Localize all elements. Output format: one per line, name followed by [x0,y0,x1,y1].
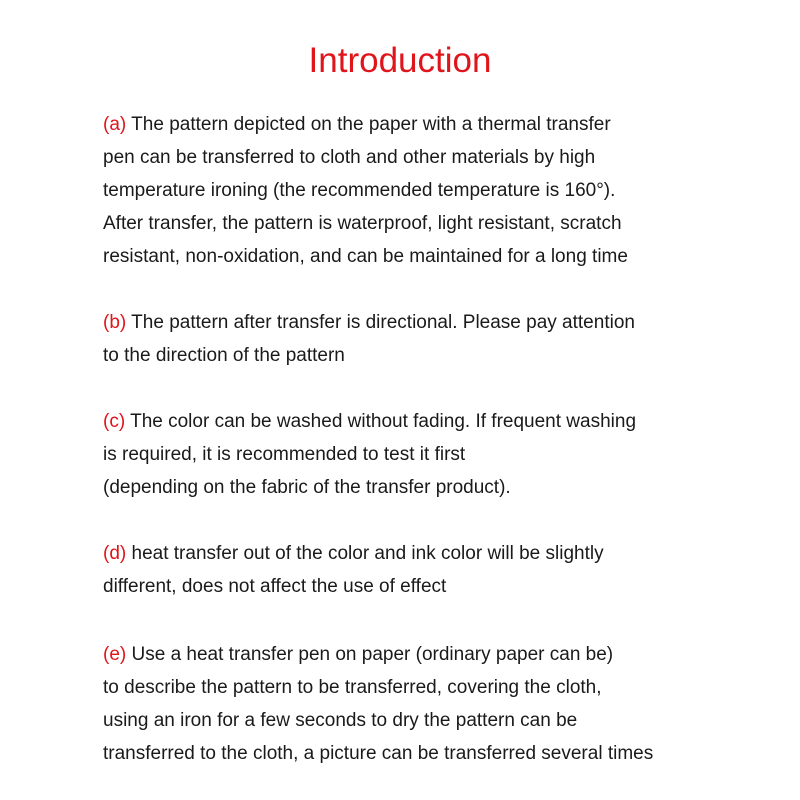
paragraph-text: The pattern after transfer is directional. Please pay attention [126,312,635,333]
paragraph-line: different, does not affect the use of effect [103,576,447,597]
paragraph-marker: (b) [103,312,127,333]
paragraph-line: transferred to the cloth, a picture can be transferred several times [103,743,654,764]
paragraph-line: resistant, non-oxidation, and can be maintained for a long time [103,246,628,267]
paragraph-a [103,108,628,273]
paragraph-e [103,638,653,770]
paragraph-line: pen can be transferred to cloth and other materials by high [103,147,596,168]
paragraph-line: to the direction of the pattern [103,345,345,366]
paragraph-line: using an iron for a few seconds to dry the pattern can be [103,710,578,731]
paragraph-marker: (e) [103,644,127,665]
paragraph-line [103,108,628,141]
paragraph-marker: (a) [103,114,127,135]
paragraph-line: After transfer, the pattern is waterproof, light resistant, scratch [103,213,622,234]
paragraph-line [103,638,653,671]
paragraph-line: to describe the pattern to be transferred, covering the cloth, [103,677,602,698]
paragraph-line: is required, it is recommended to test it first [103,444,466,465]
paragraph-text: The pattern depicted on the paper with a thermal transfer [126,114,611,135]
paragraph-marker: (d) [103,543,127,564]
paragraph-b [103,306,635,372]
paragraph-line: temperature ironing (the recommended temperature is 160°). [103,180,616,201]
paragraph-line [103,405,636,438]
paragraph-text: Use a heat transfer pen on paper (ordinary paper can be) [126,644,614,665]
page-title: Introduction [308,41,492,80]
paragraph-d [103,537,604,603]
paragraph-marker: (c) [103,411,126,432]
paragraph-c [103,405,636,504]
paragraph-line: (depending on the fabric of the transfer product). [103,477,511,498]
paragraph-line [103,306,635,339]
paragraph-line [103,537,604,570]
paragraph-text: heat transfer out of the color and ink color will be slightly [126,543,604,564]
paragraph-text: The color can be washed without fading. If frequent washing [125,411,637,432]
